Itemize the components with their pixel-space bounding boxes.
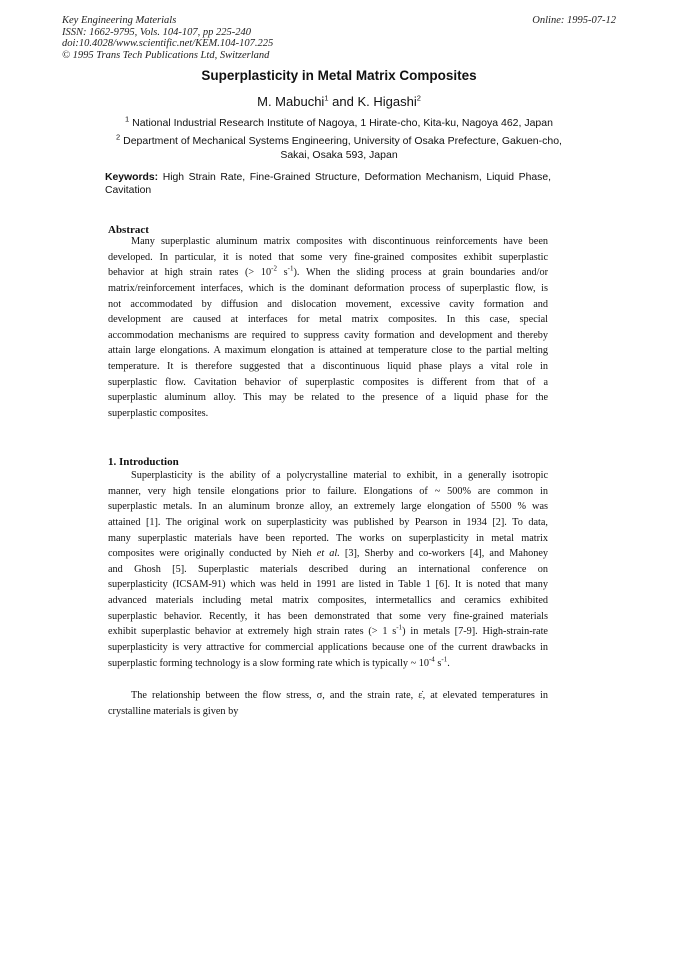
text-line: superplastic aluminum alloy. This may be related to the presence of a liquid phase for the [108,392,548,404]
text-line: development are caused at interfaces for metal matrix composites. In this case, special [108,314,548,326]
affiliation-2 [100,132,578,162]
exponent: -1 [287,264,294,273]
keywords-label: Keywords: [105,172,159,183]
affiliation-marker: 2 [116,132,121,142]
author-list [0,94,678,109]
text-line: matrix/reinforcement interfaces, which is the dominant deformation process of superplastic flow, is [108,282,548,294]
affiliation-text: Department of Mechanical Systems Engineering, University of Osaka Prefecture, Gakuen-cho, Sakai, Osaka 593, Japan [123,135,562,161]
doi-link[interactable]: doi:10.4028/www.scientific.net/KEM.104-107.225 [62,38,274,50]
copyright-line: © 1995 Trans Tech Publications Ltd, Switzerland [62,49,270,61]
line-fragment: . [447,657,450,669]
issn-line: ISSN: 1662-9795, Vols. 104-107, pp 225-240 [62,26,251,38]
text-line: and Ghosh [5]. Superplastic materials described during an international conference on [108,563,548,575]
text-line: advanced materials including metal matrix composites, intermetallics and ceramics exhibited [108,595,548,607]
exponent: -2 [271,264,277,273]
affiliation-marker: 2 [416,93,421,103]
line-fragment: [3], Sherby and co-workers [4], and Mahoney [339,548,549,560]
affiliation-marker: 1 [324,93,329,103]
line-fragment: composites were originally conducted by Nieh [108,548,317,560]
paper-title: Superplasticity in Metal Matrix Composites [201,68,477,83]
affiliation-marker: 1 [125,114,130,124]
text-line [108,624,548,640]
text-line [108,265,548,281]
abstract-heading: Abstract [108,224,149,236]
line-fragment: superplastic forming technology is a slow forming rate which is typically ~ 10 [108,657,429,669]
text-line: Many superplastic aluminum matrix composites with discontinuous reinforcements have been [131,236,548,247]
exponent: -1 [441,655,448,664]
keywords [105,172,551,197]
text-line: developed. In particular, it is noted that some very fine-grained composites exhibit superplastic [108,251,548,263]
text-line: superplastic composites. [108,408,209,420]
text-line: superplastic behavior. Recently, it has been demonstrated that some very fine-grained materials [108,610,548,622]
publication-metadata [62,15,273,61]
line-fragment: exhibit superplastic behavior at extremely high strain rates (> 1 s [108,626,397,638]
author-name: K. Higashi [357,94,417,109]
author-name: M. Mabuchi [257,94,325,109]
text-line: attained [1]. The original work on superplasticity was published by Pearson in 1934 [2]. To data, [108,516,548,528]
text-line: superplasticity is very attractive for commercial applications because one of the current drawbacks in [108,642,548,654]
et-al: et al. [316,548,340,560]
text-line: superplastic metals. In an aluminum bronze alloy, an extremely large elongation of 5500 % was [108,501,548,513]
line-fragment: behavior at high strain rates (> 10 [108,267,272,279]
text-line: superplasticity (ICSAM-91) which was held in 1991 are listed in Table 1 [6]. It is noted that many [108,579,548,591]
introduction-heading: 1. Introduction [108,456,179,468]
text-line [108,546,548,562]
line-fragment: s [276,267,288,279]
text-line: Superplasticity is the ability of a polycrystalline material to exhibit, in a generally isotropic [131,470,548,481]
affiliation-text: National Industrial Research Institute of Nagoya, 1 Hirate-cho, Kita-ku, Nagoya 462, Japan [132,117,553,129]
text-line: accommodation mechanisms are required to suppress cavity formation and development and thereby [108,329,548,341]
journal-name: Key Engineering Materials [62,15,177,26]
text-line: attain large elongations. A maximum elongation is attained at temperature close to the partial melting [108,345,548,357]
abstract-body [108,234,548,422]
exponent: -1 [396,624,403,632]
author-conjunction: and [332,94,354,109]
text-line [108,656,548,672]
text-line: crystalline materials is given by [108,705,239,717]
keywords-text: High Strain Rate, Fine-Grained Structure, Deformation Mechanism, Liquid Phase, Cavitation [105,172,551,196]
introduction-body-continued [108,688,548,719]
text-line: temperature. It is therefore suggested that a discontinuous liquid phase plays a vital role in [108,361,548,373]
text-line: manner, very high tensile elongations prior to failure. Elongations of ~ 500% are common in [108,485,548,497]
text-line: superplastic flow. Cavitation behavior of superplastic composites is different from that of a [108,376,548,388]
introduction-body [108,468,548,671]
exponent: -4 [428,655,435,664]
line-fragment: ) in metals [7-9]. High-strain-rate [402,626,548,638]
text-line: not accommodated by diffusion and dislocation movement, excessive cavity formation and [108,298,548,310]
affiliation-1 [100,114,578,131]
text-line: many superplastic materials have been reported. The works on superplasticity in metal matrix [108,532,548,544]
line-fragment: s [434,657,442,669]
text-line: The relationship between the flow stress, σ, and the strain rate, ε̇, at elevated temperatures in [131,690,548,701]
line-fragment: ). When the sliding process at grain boundaries and/or [293,267,548,279]
online-date: Online: 1995-07-12 [532,15,616,26]
